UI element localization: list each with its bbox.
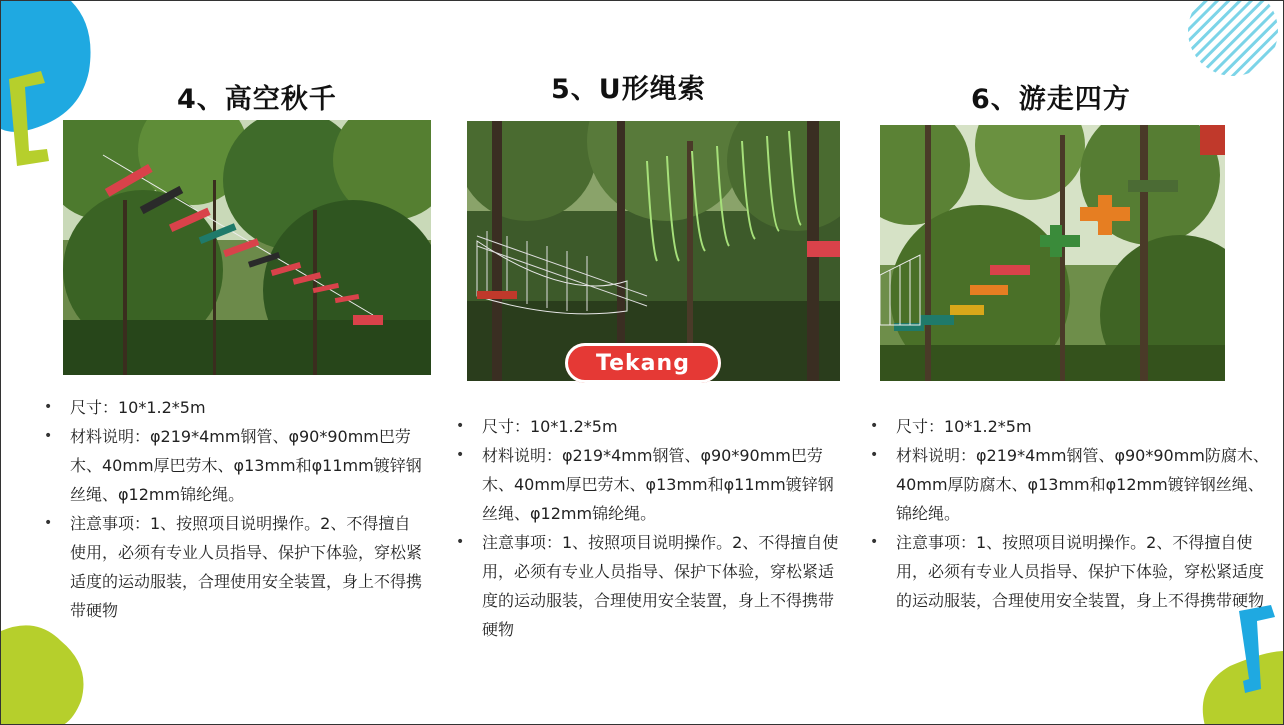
- spec-list-1: [44, 393, 424, 625]
- size-item: • 尺寸：10*1.2*5m: [44, 393, 424, 422]
- top-right-striped-circle-decoration: [1181, 1, 1284, 91]
- section-title-2: 5、U形绳索: [551, 74, 706, 105]
- size-item: • 尺寸：10*1.2*5m: [456, 412, 840, 441]
- photo-high-swing: [63, 120, 431, 375]
- notes-item: • 注意事项：1、按照项目说明操作。2、不得擅自使用，必须有专业人员指导、保护下体验，穿松紧适度的运动服装，合理使用安全装置，身上不得携带硬物: [870, 528, 1270, 615]
- size-item: • 尺寸：10*1.2*5m: [870, 412, 1270, 441]
- section-title-1: 4、高空秋千: [177, 84, 337, 115]
- photo-wander-four-directions: [880, 125, 1225, 381]
- tekang-logo: [565, 343, 721, 383]
- materials-item: • 材料说明：φ219*4mm钢管、φ90*90mm巴劳木、40mm厚巴劳木、φ13mm和φ11mm镀锌钢丝绳、φ12mm锦纶绳。: [456, 441, 840, 528]
- photo-u-rope: [467, 121, 840, 381]
- materials-item: • 材料说明：φ219*4mm钢管、φ90*90mm巴劳木、40mm厚巴劳木、φ13mm和φ11mm镀锌钢丝绳、φ12mm锦纶绳。: [44, 422, 424, 509]
- notes-item: • 注意事项：1、按照项目说明操作。2、不得擅自使用，必须有专业人员指导、保护下体验，穿松紧适度的运动服装，合理使用安全装置，身上不得携带硬物: [44, 509, 424, 625]
- spec-list-3: [870, 412, 1270, 615]
- spec-list-2: [456, 412, 840, 644]
- bottom-left-green-blob-decoration: [1, 621, 111, 725]
- section-title-3: 6、游走四方: [971, 84, 1131, 115]
- materials-item: • 材料说明：φ219*4mm钢管、φ90*90mm防腐木、40mm厚防腐木、φ13mm和φ12mm镀锌钢丝绳、锦纶绳。: [870, 441, 1270, 528]
- notes-item: • 注意事项：1、按照项目说明操作。2、不得擅自使用，必须有专业人员指导、保护下体验，穿松紧适度的运动服装，合理使用安全装置，身上不得携带硬物: [456, 528, 840, 644]
- tekang-logo-text: Tekang: [596, 350, 690, 376]
